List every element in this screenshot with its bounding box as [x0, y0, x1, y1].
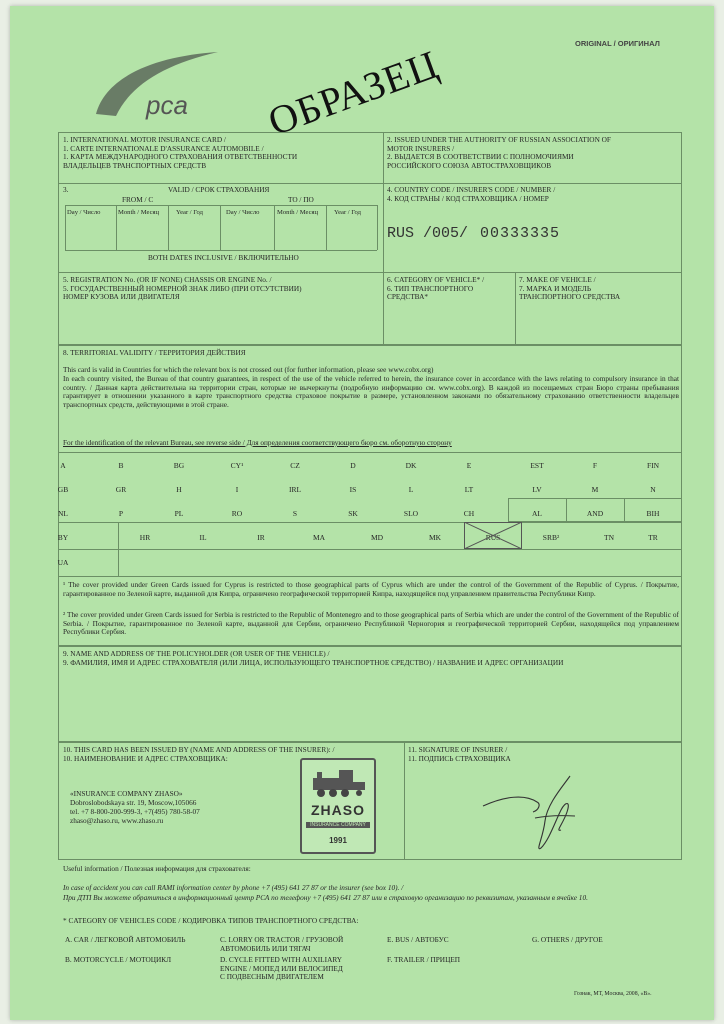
country-b: B — [118, 461, 124, 470]
useful-info-line1: In case of accident you can call RAMI information center by phone +7 (495) 641 27 87 or the insurer (see box 10). / — [63, 883, 404, 892]
category-c: C. LORRY OR TRACTOR / ГРУЗОВОЙ АВТОМОБИЛЬ ИЛИ ТЯГАЧ — [220, 935, 344, 953]
from-month: Month / Месяц — [118, 209, 160, 216]
country-al: AL — [532, 509, 542, 518]
country-gb: GB — [57, 485, 69, 494]
sample-stamp: ОБРАЗЕЦ — [262, 41, 445, 145]
from-year: Year / Год — [176, 209, 203, 216]
categories-title: * CATEGORY OF VEHICLES CODE / КОДИРОВКА ТИПОВ ТРАНСПОРТНОГО СРЕДСТВА: — [63, 916, 359, 925]
country-md: MD — [370, 533, 384, 542]
category-a: A. CAR / ЛЕГКОВОЙ АВТОМОБИЛЬ — [65, 935, 186, 944]
country-p: P — [118, 509, 124, 518]
country-s: S — [292, 509, 298, 518]
to-year: Year / Год — [334, 209, 361, 216]
country-ua: UA — [57, 558, 69, 567]
box3-from: FROM / С — [122, 195, 154, 204]
country-ma: MA — [312, 533, 326, 542]
box8-identification: For the identification of the relevant Bureau, see reverse side / Для определения соответствующего бюро см. оборотную сторону — [63, 438, 452, 447]
country-tn: TN — [604, 533, 614, 542]
insurer-phone: tel. +7 8-800-200-999-3, +7(495) 780-58-07 — [70, 807, 200, 816]
country-insurer-code: RUS /005/ — [387, 225, 469, 242]
country-bih: BIH — [646, 509, 660, 518]
country-lt: LT — [464, 485, 474, 494]
box1-text: 1. INTERNATIONAL MOTOR INSURANCE CARD / 1. CARTE INTERNATIONALE D'ASSURANCE AUTOMOBILE / 1. КАРТА МЕЖДУНАРОДНОГО СТРАХОВАНИЯ ОТВЕТСТВЕННОСТИ ВЛАДЕЛЬЦЕВ ТРАНСПОРТНЫХ СРЕДСТВ — [63, 135, 298, 170]
to-day: Day / Число — [226, 209, 260, 216]
box9-text: 9. NAME AND ADDRESS OF THE POLICYHOLDER (OR USER OF THE VEHICLE) / 9. ФАМИЛИЯ, ИМЯ И АДРЕС СТРАХОВАТЕЛЯ (ИЛИ ЛИЦА, ИСПОЛЬЗУЮЩЕГО ТРАНСПОРТНОЕ СРЕДСТВО) / НАЗВАНИЕ И АДРЕС ОРГАНИЗАЦИИ — [63, 649, 564, 667]
country-srb: SRB² — [542, 533, 560, 542]
country-n: N — [650, 485, 656, 494]
country-fin: FIN — [646, 461, 660, 470]
locomotive-icon — [309, 768, 369, 798]
country-e: E — [466, 461, 472, 470]
box10-text: 10. THIS CARD HAS BEEN ISSUED BY (NAME AND ADDRESS OF THE INSURER): / 10. НАИМЕНОВАНИЕ И АДРЕС СТРАХОВЩИКА: — [63, 745, 335, 763]
country-ch: CH — [463, 509, 475, 518]
from-day: Day / Число — [67, 209, 101, 216]
country-rus: RUS — [485, 533, 501, 542]
country-pl: PL — [174, 509, 184, 518]
country-hr: HR — [139, 533, 151, 542]
printer-note: Гознак, МТ, Москва, 2008, «В». — [574, 991, 652, 997]
green-card-sheet — [10, 6, 714, 1020]
category-e: E. BUS / АВТОБУС — [387, 935, 449, 944]
insurer-address: Dobroslobodskaya str. 19, Moscow,105066 — [70, 798, 197, 807]
box3-to: TO / ПО — [288, 195, 314, 204]
box2-text: 2. ISSUED UNDER THE AUTHORITY OF RUSSIAN ASSOCIATION OF MOTOR INSURERS / 2. ВЫДАЕТСЯ В СООТВЕТСТВИИ С ПОЛНОМОЧИЯМИ РОССИЙСКОГО СОЮЗА АВТОСТРАХОВЩИКОВ — [387, 135, 611, 170]
box3-inclusive: BOTH DATES INCLUSIVE / ВКЛЮЧИТЕЛЬНО — [148, 253, 299, 262]
box4-text: 4. COUNTRY CODE / INSURER'S CODE / NUMBER / 4. КОД СТРАНЫ / КОД СТРАХОВЩИКА / НОМЕР — [387, 185, 556, 203]
box5-text: 5. REGISTRATION No. (OR IF NONE) CHASSIS OR ENGINE No. / 5. ГОСУДАРСТВЕННЫЙ НОМЕРНОЙ ЗНАК ЛИБО (ПРИ ОТСУТСТВИИ) НОМЕР КУЗОВА ИЛИ ДВИГАТЕЛЯ — [63, 275, 302, 302]
card-number: 00333335 — [480, 225, 561, 242]
insurer-web: zhaso@zhaso.ru, www.zhaso.ru — [70, 816, 164, 825]
zhaso-logo-year: 1991 — [329, 836, 347, 845]
box3-valid: VALID / СРОК СТРАХОВАНИЯ — [168, 185, 270, 194]
country-sk: SK — [348, 509, 358, 518]
country-est: EST — [530, 461, 544, 470]
country-dk: DK — [405, 461, 417, 470]
category-d: D. CYCLE FITTED WITH AUXILIARY ENGINE / МОПЕД ИЛИ ВЕЛОСИПЕД С ПОДВЕСНЫМ ДВИГАТЕЛЕМ — [220, 955, 343, 982]
box8-note-serbia: ² The cover provided under Green Cards issued for Serbia is restricted to the Republic of Montenegro and to those geographical parts of Serbia which are under the control of the Government of the Republic of Serbia. / Покрытие, гарантированное по Зеленой карте, выданной для Сербии, ограничено Республикой Черногория и географической территорией Сербии, находящейся под управлением Республики Сербия. — [63, 610, 679, 637]
original-label: ORIGINAL / ОРИГИНАЛ — [575, 39, 660, 48]
country-ir: IR — [257, 533, 265, 542]
country-h: H — [176, 485, 182, 494]
zhaso-logo-sub: INSURANCE COMPANY — [306, 822, 370, 828]
box6-text: 6. CATEGORY OF VEHICLE* / 6. ТИП ТРАНСПОРТНОГО СРЕДСТВА* — [387, 275, 485, 302]
country-lv: LV — [532, 485, 542, 494]
country-a: A — [60, 461, 66, 470]
insurer-signature — [475, 766, 585, 856]
box8-para1: This card is valid in Countries for which the relevant box is not crossed out (for further information, please see www.cobx.org) — [63, 365, 434, 374]
country-slo: SLO — [403, 509, 419, 518]
country-d: D — [350, 461, 356, 470]
country-ro: RO — [231, 509, 243, 518]
box8-title: 8. TERRITORIAL VALIDITY / ТЕРРИТОРИЯ ДЕЙСТВИЯ — [63, 348, 246, 357]
box7-text: 7. MAKE OF VEHICLE / 7. МАРКА И МОДЕЛЬ ТРАНСПОРТНОГО СРЕДСТВА — [519, 275, 621, 302]
country-and: AND — [586, 509, 604, 518]
rsa-logo — [86, 46, 226, 128]
country-cz: CZ — [290, 461, 300, 470]
box8-para2: In each country visited, the Bureau of that country guarantees, in respect of the use of the vehicle referred to herein, the insurance cover in accordance with the laws relating to compulsory insurance in that country. / Данная карта действительна на территории стран, которые не вычеркнуты (подробную информацию см. www.cobx.org). В каждой из посещаемых стран Бюро страны пребывания гарантирует в отношении указанного в карте транспортного средства страховое покрытие в размере, установленном законами по обязательному страхованию ответственности владельцев транспортных средств, действующими в этой стране. — [63, 374, 679, 409]
country-gr: GR — [115, 485, 127, 494]
country-is: IS — [349, 485, 357, 494]
country-bg: BG — [173, 461, 185, 470]
country-i: I — [235, 485, 239, 494]
rus-crossed-out-icon — [464, 522, 522, 549]
country-by: BY — [57, 533, 69, 542]
country-cy: CY¹ — [230, 461, 244, 470]
category-g: G. OTHERS / ДРУГОЕ — [532, 935, 603, 944]
country-mk: MK — [428, 533, 442, 542]
country-nl: NL — [58, 509, 68, 518]
insurer-company: «INSURANCE COMPANY ZHASO» — [70, 789, 183, 798]
zhaso-logo-name: ZHASO — [311, 802, 365, 818]
category-f: F. TRAILER / ПРИЦЕП — [387, 955, 461, 964]
box8-note-cyprus: ¹ The cover provided under Green Cards issued for Cyprus is restricted to those geographical parts of Cyprus which are under the control of the Government of the Republic of Cyprus. / Покрытие, гарантированное по Зеленой карте, выданной для Кипра, ограничено географической территорией Кипра, находящейся под управлением правительства Республики Кипр. — [63, 580, 679, 598]
zhaso-logo — [300, 758, 376, 854]
category-b: B. MOTORCYCLE / МОТОЦИКЛ — [65, 955, 172, 964]
box3-number: 3. — [63, 185, 69, 194]
country-il: IL — [199, 533, 207, 542]
rsa-logo-text: рса — [146, 90, 188, 120]
country-irl: IRL — [288, 485, 302, 494]
box11-text: 11. SIGNATURE OF INSURER / 11. ПОДПИСЬ СТРАХОВЩИКА — [408, 745, 511, 763]
country-l: L — [408, 485, 414, 494]
useful-info-line2: При ДТП Вы можете обратиться в информационный центр РСА по телефону +7 (495) 641 27 87 или в страховую организацию по реквизитам, указанным в ячейке 10. — [63, 893, 588, 902]
useful-info-title: Useful information / Полезная информация для страхователя: — [63, 864, 251, 873]
country-f: F — [592, 461, 598, 470]
country-m: M — [591, 485, 599, 494]
to-month: Month / Месяц — [277, 209, 319, 216]
country-tr: TR — [648, 533, 658, 542]
